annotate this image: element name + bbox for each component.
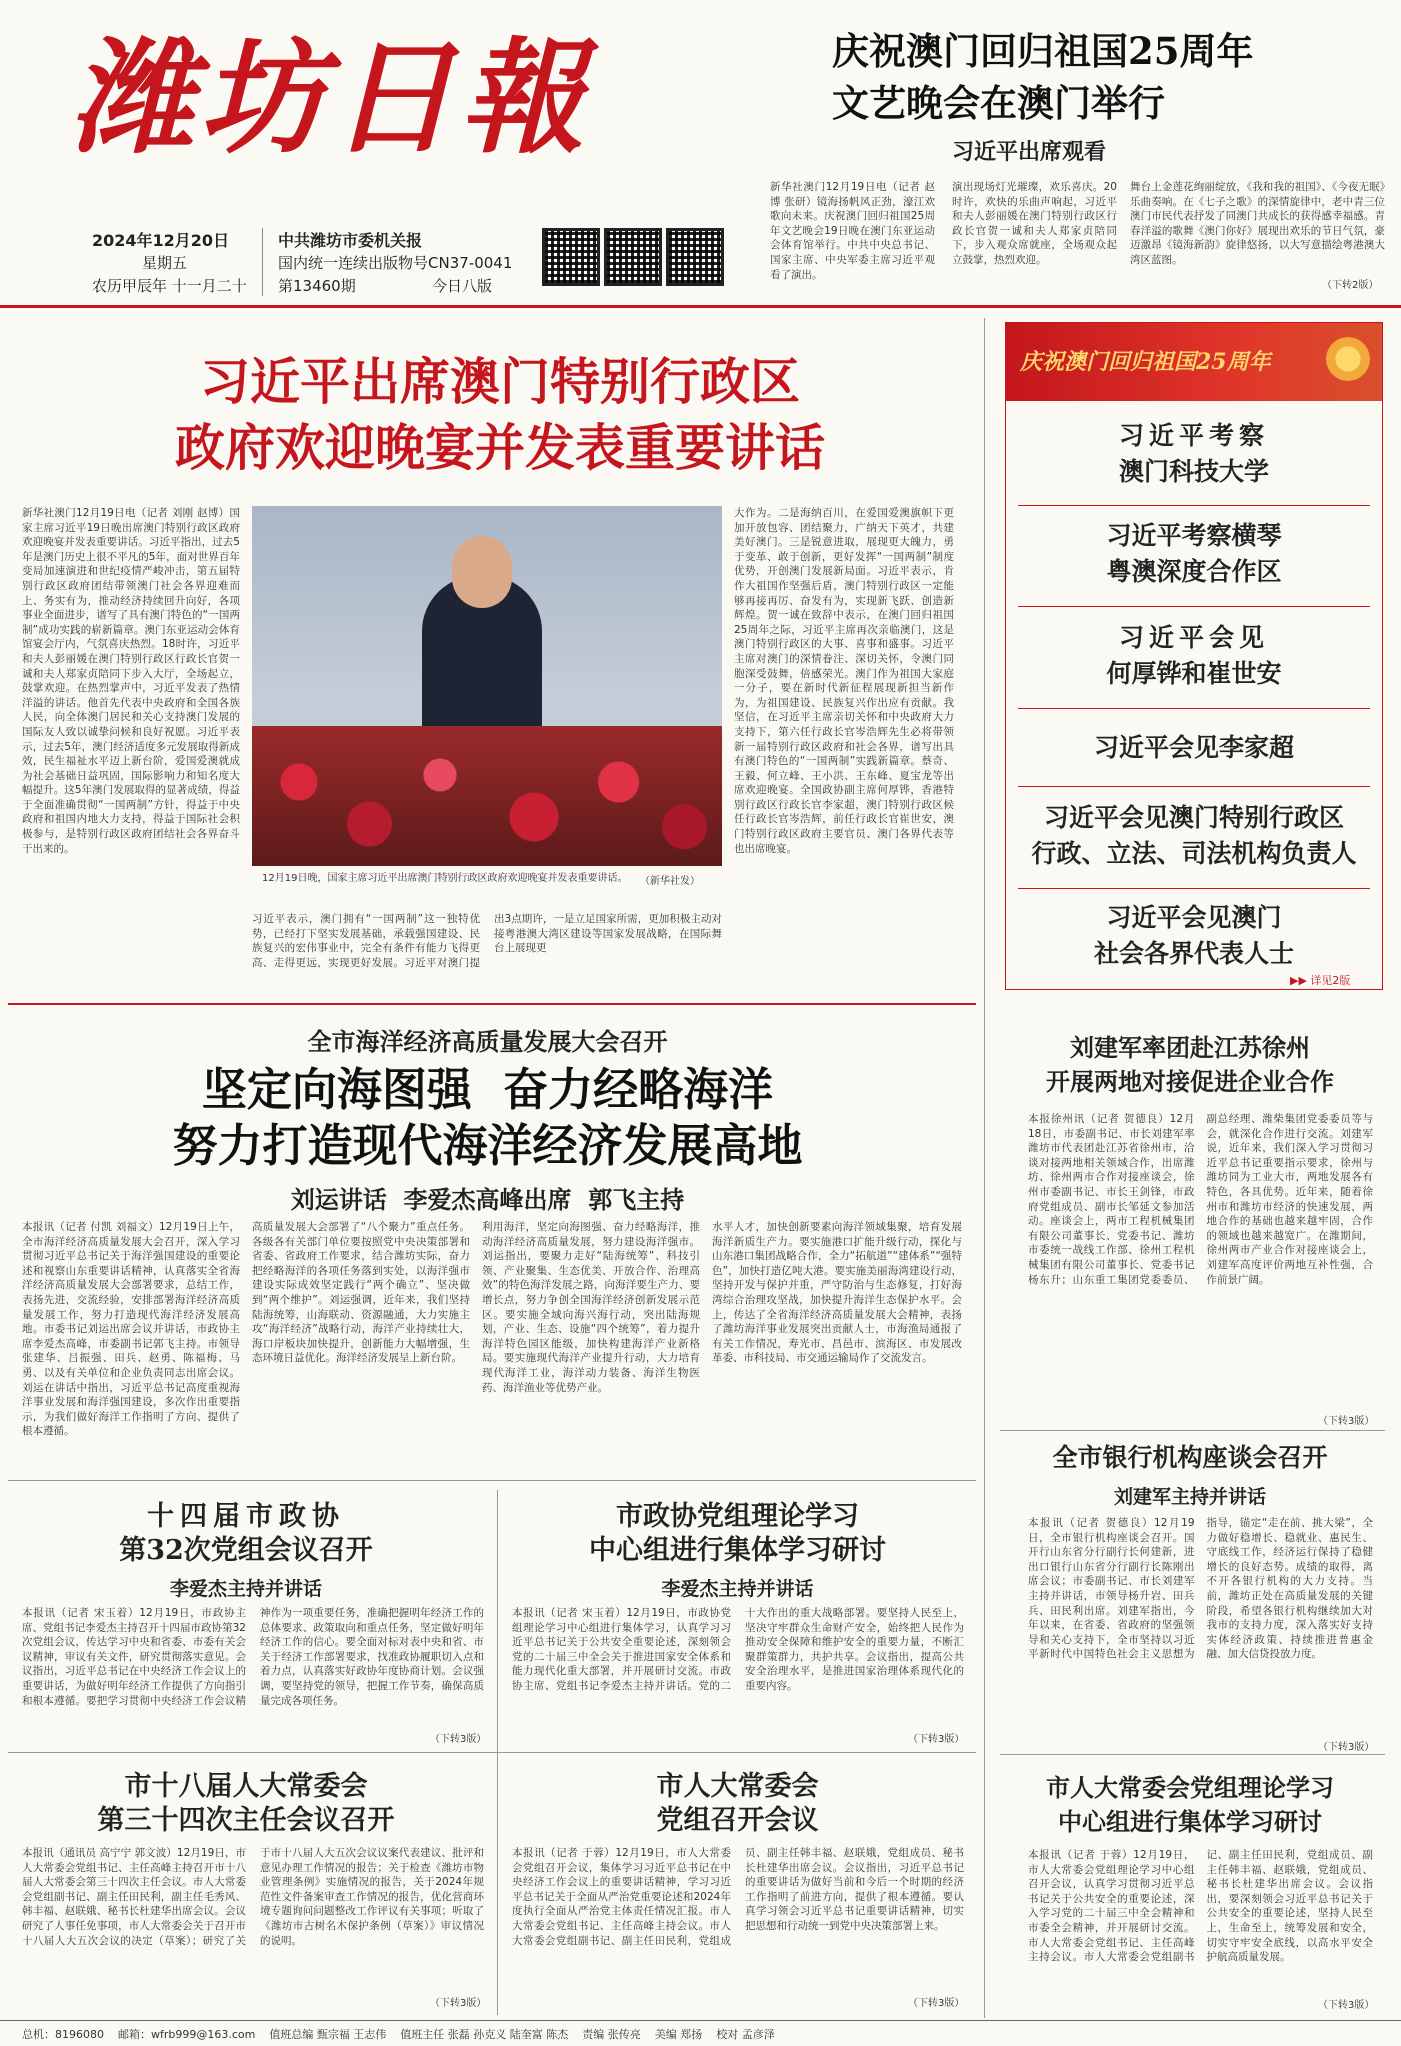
sidebar-link-2-l1: 习近平考察横琴 [1106, 521, 1282, 550]
sidebar-banner-text: 庆祝澳门回归祖国25周年 [1020, 349, 1271, 375]
ocean-col3: 利用海洋，坚定向海图强、奋力经略海洋，推动海洋经济高质量发展，努力建设海洋强市。刘运指出，要聚力走好“陆海统筹”、科技引领、产业聚集、生态优美、开放合作、治理高效”的特色海洋发展之路，向海洋要生产力、要增长点，努力争创全国海洋经济创新发展示范区。要实施全域向海兴海行动，突出陆海规划，产业、生态、设施“四个统筹”，着力提升海洋特色园区能级，加快构建海洋产业新格局。要实施现代海洋产业提升行动，大力培育现代海洋工业，海洋动力装备、海洋生物医药、海洋渔业等优势产业。 [482, 1221, 700, 1394]
xuzhou-body: 本报徐州讯（记者 贺德良）12月18日，市委副书记、市长刘建军率潍坊市代表团赴江苏省徐州市，洽谈对接两地相关领域合作，出席潍坊、徐州两市合作对接座谈会，徐州市委副书记、市长王剑锋，市政府党组成员、副市长邹延文参加活动。座谈会上，两市工程机械集团有限公司董事长、党委书记、潍坊市委统一战线工作部、徐州工程机械集团有限公司董事长、党委书记杨东升；山东重工集团党委委员、副总经理、潍柴集团党委委员等与会，就深化合作进行交流。刘建军说，近年来，我们深入学习贯彻习近平总书记重要指示要求，徐州与潍坊同为工业大市，两地发展各有特色，各具优势。近年来，随着徐州市和潍坊市经济的快速发展，两地合作的基础也越来越牢固，合作的领域也越来越宽广。在潍期间，徐州两市产业合作对接座谈会上，刘建军高度评价两地互补性强，合作前景广阔。 [1028, 1113, 1373, 1286]
sidebar-link-2-l2: 粤澳深度合作区 [1106, 557, 1282, 586]
sidebar-link-5-l2: 行政、立法、司法机构负责人 [1031, 839, 1357, 868]
npc-study-title1: 市人大常委会党组理论学习 [1046, 1773, 1334, 1802]
cppcc-study-title2: 中心组进行集体学习研讨 [589, 1535, 886, 1566]
cppcc-body: 本报讯（记者 宋玉着）12月19日，市政协主席、党组书记李爱杰主持召开十四届市政协第32次党组会议，传达学习中央和省委、市委有关会议精神，审议有关文件，研究贯彻落实意见。会议指出，习近平总书记在中央经济工作会议上的重要讲话，为做好明年经济工作提供了方向指引和根本遵循。要把学习贯彻中央经济工作会议精神作为一项重要任务，准确把握明年经济工作的总体要求、政策取向和重点任务，坚定做好明年经济工作的信心。要全面对标对表中央和省、市关于经济工作部署要求，找准政协履职切入点和着力点，认真落实好政协年度协商计划。会议强调，要坚持党的领导，把握工作节奏，确保高质量完成各项任务。 [22, 1607, 484, 1707]
top-story-title2: 文艺晚会在澳门举行 [832, 81, 1165, 125]
xuzhou-ref: （下转3版） [1318, 1416, 1375, 1427]
section-rule [8, 1480, 976, 1481]
footer-credits: 总机：8196080 邮箱：wfrb999@163.com 值班总编 甄宗福 王志伟 值班主任 张磊 孙克义 陆奎富 陈杰 责编 张传亮 美编 郑扬 校对 孟彦泽 [22, 2028, 775, 2041]
bank-body: 本报讯（记者 贺德良）12月19日，全市银行机构座谈会召开。国开行山东省分行副行长何建新，进出口银行山东省分行副行长陈刚出席会议；市委副书记、市长刘建军主持并讲话，市领导杨升岩、田兵兵、田民利出席。刘建军指出，今年以来，在省委、省政府的坚强领导和关心支持下，全市坚持以习近平新时代中国特色社会主义思想为指导，锚定“走在前、挑大梁”，全力做好稳增长、稳就业、惠民生、守底线工作，经济运行保持了稳健增长的良好态势。成绩的取得，离不开各银行机构的大力支持。当前，潍坊正处在高质量发展的关键阶段，希望各银行机构继续加大对我市的支持力度，深入落实好支持实体经济政策、持续推进普惠金融、加大信贷投放力度。 [1028, 1517, 1373, 1661]
section-rule [1000, 1754, 1385, 1755]
npc-study-ref: （下转3版） [1318, 2000, 1375, 2011]
masthead-rule [0, 305, 1401, 308]
issue-lunar: 农历甲辰年 十一月二十 [92, 277, 247, 295]
xuzhou-title2: 开展两地对接促进企业合作 [1046, 1067, 1334, 1096]
sidebar-link-6-l1: 习近平会见澳门 [1106, 903, 1282, 932]
ocean-col1: 本报讯（记者 付凯 刘福文）12月19日上午，全市海洋经济高质量发展大会召开，深入学习贯彻习近平总书记关于海洋强国建设的重要论述和视察山东重要讲话精神，认真落实全省海洋经济高质量发展大会部署要求，总结工作，表扬先进，交流经验，安排部署海洋经济高质量发展工作，努力打造现代海洋经济发展高地。市委书记刘运出席会议并讲话，市政协主席李爱杰高峰，市委副书记郭飞主持。市领导张建华、吕振强、田兵、赵勇、陈福梅、马勇、以及有关单位和企业负责同志出席会议。刘运在讲话中指出，习近平总书记高度重视海洋事业发展和海洋强国建设，多次作出重要指示，为我们做好海洋工作指明了方向、提供了根本遵循。 [22, 1221, 240, 1438]
top-story-title1: 庆祝澳门回归祖国25周年 [832, 29, 1254, 73]
masthead-logo: 潍坊日報 [70, 26, 591, 171]
section-rule [8, 1752, 976, 1753]
flowers [252, 726, 722, 866]
qr-code-icon [604, 228, 662, 286]
cppcc-study-title1: 市政协党组理论学习 [616, 1501, 859, 1532]
caption-text: 12月19日晚，国家主席习近平出席澳门特别行政区政府欢迎晚宴并发表重要讲话。 [262, 873, 628, 884]
sidebar-link-6-l2: 社会各界代表人士 [1093, 939, 1294, 968]
sidebar-link-5[interactable] [1018, 800, 1370, 872]
arrow-icon: ▶▶ [1290, 974, 1307, 987]
lead-photo [252, 506, 722, 866]
sidebar-banner [1006, 323, 1382, 401]
cppcc-title2: 第32次党组会议召开 [119, 1535, 373, 1566]
sidebar-link-4[interactable] [1018, 730, 1370, 766]
top-story-subtitle: 习近平出席观看 [952, 139, 1107, 165]
lead-title2: 政府欢迎晚宴并发表重要讲话 [175, 418, 825, 477]
cppcc-story [0, 1482, 492, 1747]
sidebar-sep [1018, 786, 1370, 787]
npc-study-body: 本报讯（记者 于蓉）12月19日，市人大常委会党组理论学习中心组召开会议，认真学习贯彻习近平总书记关于公共安全的重要论述，深入学习党的二十届三中全会精神和市委全会精神，并开展研讨交流。市人大常委会党组书记、主任高峰主持会议。市人大常委会党组副书记、副主任田民利，党组成员、副主任韩丰福、赵联娥，党组成员、秘书长杜建华出席会议。会议指出，要深刻领会习近平总书记关于公共安全的重要论述，坚持人民至上，生命至上，统筹发展和安全，切实守牢安全底线，以高水平安全护航高质量发展。 [1028, 1849, 1373, 1964]
lotus-icon [1326, 337, 1370, 381]
sidebar-sep [1018, 888, 1370, 889]
xuzhou-title1: 刘建军率团赴江苏徐州 [1070, 1033, 1310, 1062]
npc-party-story [500, 1754, 975, 2014]
npc-study-story [990, 1756, 1390, 2016]
sidebar-link-3-l1: 习近平会见 [1118, 623, 1269, 652]
ocean-kicker: 全市海洋经济高质量发展大会召开 [307, 1027, 668, 1056]
cppcc-title1: 十四届市政协 [147, 1501, 345, 1532]
xuzhou-story [990, 1008, 1390, 1428]
issue-weekday: 星期五 [142, 254, 188, 272]
top-story-col1: 新华社澳门12月19日电（记者 赵博 张研）镜海扬帆风正劲，濠江欢歌向未来。庆祝澳门回归祖国25周年文艺晚会19日晚在澳门东亚运动会体育馆举行。中共中央总书记、国家主席、中央军委主席习近平观看了演出。 [770, 181, 935, 281]
lead-rule [8, 1003, 976, 1005]
issue-organ: 中共潍坊市委机关报 [278, 231, 423, 250]
sidebar-link-1[interactable] [1018, 418, 1370, 490]
issue-number: 第13460期 [278, 277, 356, 295]
npc-meeting-title2: 第三十四次主任会议召开 [97, 1805, 395, 1836]
top-story-ref: （下转2版） [1322, 280, 1379, 291]
npc-party-ref: （下转3版） [908, 1998, 965, 2009]
top-story-col2: 演出现场灯光璀璨，欢乐喜庆。20时许，欢快的乐曲声响起，习近平和夫人彭丽媛在澳门特别行政区行政长官贺一诚和夫人郑家贞陪同下，步入观众席就座，全场观众起立鼓掌，热烈欢迎。 [952, 181, 1117, 266]
cppcc-study-subtitle: 李爱杰主持并讲话 [661, 1578, 814, 1600]
column-divider [984, 318, 985, 2018]
sidebar-sep [1018, 606, 1370, 607]
npc-party-title2: 党组召开会议 [656, 1805, 819, 1836]
sidebar-ref-text: 详见2版 [1310, 974, 1351, 987]
cppcc-study-ref: （下转3版） [908, 1734, 965, 1745]
ocean-subtitle: 刘运讲话 李爱杰高峰出席 郭飞主持 [290, 1185, 685, 1214]
bank-story [990, 1432, 1390, 1762]
ocean-story [0, 1008, 975, 1478]
sidebar-link-1-l2: 澳门科技大学 [1118, 457, 1269, 486]
speaker-head [452, 536, 512, 608]
sidebar-link-6[interactable] [1018, 900, 1370, 972]
sidebar-link-1-l1: 习近平考察 [1118, 421, 1269, 450]
sidebar-ref[interactable] [1290, 972, 1350, 988]
bank-ref: （下转3版） [1318, 1742, 1375, 1753]
bank-title: 全市银行机构座谈会召开 [1052, 1443, 1328, 1472]
bank-subtitle: 刘建军主持并讲话 [1113, 1486, 1266, 1508]
lead-col1: 新华社澳门12月19日电（记者 刘刚 赵博）国家主席习近平19日晚出席澳门特别行政区政府欢迎晚宴并发表重要讲话。习近平指出，过去5年是澳门历史上很不平凡的5年，面对世界百年变局加速演进和世纪疫情严峻冲击，第五届特别行政区政府团结带领澳门社会各界迎难而上、务实有为，推动经济持续回升向好，各项事业全面进步，谱写了具有澳门特色的“一国两制”成功实践的崭新篇章。澳门东亚运动会体育馆宴会厅内，气氛喜庆热烈。18时许，习近平和夫人彭丽媛在澳门特别行政区行政长官贺一诚和夫人郑家贞陪同下步入大厅，全场起立，鼓掌欢迎。在热烈掌声中，习近平发表了热情洋溢的讲话。他首先代表中央政府和全国各族人民，向全体澳门居民和关心支持澳门发展的国际友人致以诚挚问候和良好祝愿。习近平表示，过去5年，澳门经济适度多元发展取得新成效，民生福祉水平迈上新台阶，爱国爱澳就成为社会基础日益巩固，国际影响力和知名度大幅提升。这5年澳门发展取得的显著成绩，得益于全面准确贯彻“一国两制”方针，得益于中央政府和祖国内地大力支持，得益于国际社会积极参与，是特别行政区政府团结社会各界奋斗干出来的。 [22, 507, 240, 855]
sidebar-link-3-l2: 何厚铧和崔世安 [1106, 659, 1282, 688]
sidebar-link-4-l1: 习近平会见李家超 [1093, 733, 1294, 762]
lead-photo-credit: （新华社发） [640, 876, 700, 887]
section-rule [1000, 1430, 1385, 1431]
lead-col2: 大作为。二是海纳百川，在爱国爱澳旗帜下更加开放包容、团结聚力，广纳天下英才，共建美好澳门。三是锐意进取，展现更大魄力，勇于变革、敢于创新，更好发挥“一国两制”制度优势，开创澳门发展新局面。习近平表示，肯作大祖国作坚强后盾，澳门特别行政区一定能够再接再厉、奋发有为，实现新飞跃、创造新辉煌。贺一诚在致辞中表示，在澳门回归祖国25周年之际，习近平主席再次亲临澳门，这是澳门特别行政区的大事、喜事和盛事。习近平主席对澳门的深情眷注、深切关怀，令澳门同胞深受鼓舞，倍感荣光。澳门作为祖国大家庭一分子，要在新时代新征程展现新担当新作为，为祖国建设、民族复兴作出应有贡献。我坚信，在习近平主席亲切关怀和中央政府大力支持下，第六任行政长官岑浩辉先生必将带领新一届特别行政区政府和社会各界，谱写出具有澳门特色的“一国两制”实践新篇章。蔡奇、王毅、何立峰、王小洪、王东峰、夏宝龙等出席欢迎晚宴。全国政协副主席何厚铧，香港特别行政区行政长官李家超，澳门特别行政区候任行政长官岑浩辉，前任行政长官崔世安，澳门特别行政区政府主要官员、澳门各界代表等也出席晚宴。 [734, 507, 954, 855]
sidebar-sep [1018, 505, 1370, 506]
ocean-col2: 高质量发展大会部署了“八个聚力”重点任务。各级各有关部门单位要按照党中央决策部署和省委、省政府工作要求，结合潍坊实际，奋力把经略海洋的各项任务落到实处，以海洋强市建设实际成效坚定践行“两个确立”、坚决做到“两个维护”。刘运强调，近年来，我们坚持陆海统筹，山海联动、资源融通，大力实施主攻“海洋经济”战略行动，海洋产业持续壮大，海口岸板块加快提升，创新能力大幅增强，生态环境日益优化。海洋经济发展呈上新台阶。 [252, 1221, 470, 1365]
npc-party-title1: 市人大常委会 [656, 1771, 819, 1802]
sidebar-link-5-l1: 习近平会见澳门特别行政区 [1043, 803, 1344, 832]
cppcc-subtitle: 李爱杰主持并讲话 [169, 1578, 322, 1600]
issue-pages: 今日八版 [432, 277, 493, 295]
lead-photo-caption [262, 872, 682, 886]
sidebar-sep [1018, 708, 1370, 709]
npc-meeting-title1: 市十八届人大常委会 [124, 1771, 368, 1802]
sidebar-link-3[interactable] [1018, 620, 1370, 692]
npc-meeting-story [0, 1754, 492, 2014]
ocean-title1: 坚定向海图强 奋力经略海洋 [201, 1063, 774, 1116]
ocean-title2: 努力打造现代海洋经济发展高地 [172, 1119, 803, 1172]
issue-cn: 国内统一连续出版物号CN37-0041 [278, 254, 513, 272]
lead-story [0, 310, 975, 1000]
npc-study-title2: 中心组进行集体学习研讨 [1058, 1807, 1322, 1836]
ocean-col4: 水平人才，加快创新要素向海洋领域集聚，培育发展海洋新质生产力。要实施港口扩能升级行动，探化与山东港口集团战略合作，全力“拓航道”“建体系”“强特色”，加快打造亿吨大港。要实施美丽海湾建设行动，坚持开发与保护并重，严守防治与生态修复，打好海湾综合治理攻坚战，加快提升海洋生态保护水平。会上，传达了全省海洋经济高质量发展大会精神，表扬了潍坊海洋事业发展突出贡献人士，市海渔局通报了有关工作情况，寿光市、昌邑市、滨海区、市发展改革委、市科技局、市交通运输局作了交流发言。 [712, 1221, 962, 1365]
issue-date: 2024年12月20日 [92, 231, 230, 250]
lead-col3: 习近平表示，澳门拥有“一国两制”这一独特优势，已经打下坚实发展基础，承载强国建设、民族复兴的宏伟事业中，完全有条件有能力飞得更高、走得更远，实现更好发展。习近平对澳门提出3点期许，一是立足国家所需，更加积极主动对接粤港澳大湾区建设等国家发展战略，在国际舞台上展现更 [252, 913, 722, 969]
qr-code-icon [666, 228, 724, 286]
npc-meeting-body: 本报讯（通讯员 高宁宁 郭文波）12月19日，市人大常委会党组书记、主任高峰主持召开市十八届人大常委会第三十四次主任会议。市人大常委会党组副书记、副主任田民利，副主任毛秀风、韩丰福、赵联娥、秘书长杜建华出席会议。会议研究了人事任免事项，市人大常委会关于召开市十八届人大五次会议的决定（草案）；研究了关于市十八届人大五次会议议案代表建议、批评和意见办理工作情况的报告；关于检查《潍坊市物业管理条例》实施情况的报告，关于2024年规范性文件备案审查工作情况的报告，优化营商环境专题询问问题整改工作评议有关事项；听取了《潍坊市古树名木保护条例（草案）》审议情况的说明。 [22, 1847, 484, 1947]
cppcc-study-story [500, 1482, 975, 1747]
qr-code-icon [542, 228, 600, 286]
sidebar-link-2[interactable] [1018, 518, 1370, 590]
cppcc-ref: （下转3版） [430, 1734, 487, 1745]
masthead [0, 0, 1401, 305]
npc-party-body: 本报讯（记者 于蓉）12月19日，市人大常委会党组召开会议，集体学习习近平总书记在中央经济工作会议上的重要讲话精神，学习习近平总书记关于全面从严治党重要论述和2024年度执行全面从严治党主体责任情况汇报。市人大常委会党组书记、主任高峰主持会议。市人大常委会党组副书记、副主任田民利，党组成员、副主任韩丰福、赵联娥，党组成员、秘书长杜建华出席会议。会议指出，习近平总书记的重要讲话为做好当前和今后一个时期的经济工作指明了前进方向，提供了根本遵循。要认真学习领会习近平总书记重要讲话精神，切实把思想和行动统一到党中央决策部署上来。 [512, 1847, 964, 1947]
top-story-col3: 舞台上金莲花绚丽绽放，《我和我的祖国》、《今夜无眠》乐曲奏响。在《七子之歌》的深情旋律中，老中青三位澳门市民代表抒发了同澳门共成长的获得感幸福感。青春洋溢的歌舞《澳门你好》展现出欢乐的节日气氛，豪迈激昂《镜海新韵》旋律悠扬，以大写意描绘粤港澳大湾区蓝图。 [1130, 181, 1385, 266]
cppcc-study-body: 本报讯（记者 宋玉着）12月19日，市政协党组理论学习中心组进行集体学习，认真学习习近平总书记关于公共安全重要论述，深刻领会党的二十届三中全会关于推进国家安全体系和能力现代化重大部署，并开展研讨交流。市政协主席、党组书记李爱杰主持并讲话。党的二十大作出的重大战略部署。要坚持人民至上，坚决守牢群众生命财产安全，始终把人民作为推动安全保障和维护安全的重要力量，不断汇聚群策群力，共护共享。会议指出，提高公共安全治理水平，是推进国家治理体系现代化的重要内容。 [512, 1607, 964, 1692]
footer-rule [0, 2020, 1401, 2021]
lead-title1: 习近平出席澳门特别行政区 [200, 352, 800, 411]
issue-divider [262, 228, 263, 296]
npc-meeting-ref: （下转3版） [430, 1998, 487, 2009]
